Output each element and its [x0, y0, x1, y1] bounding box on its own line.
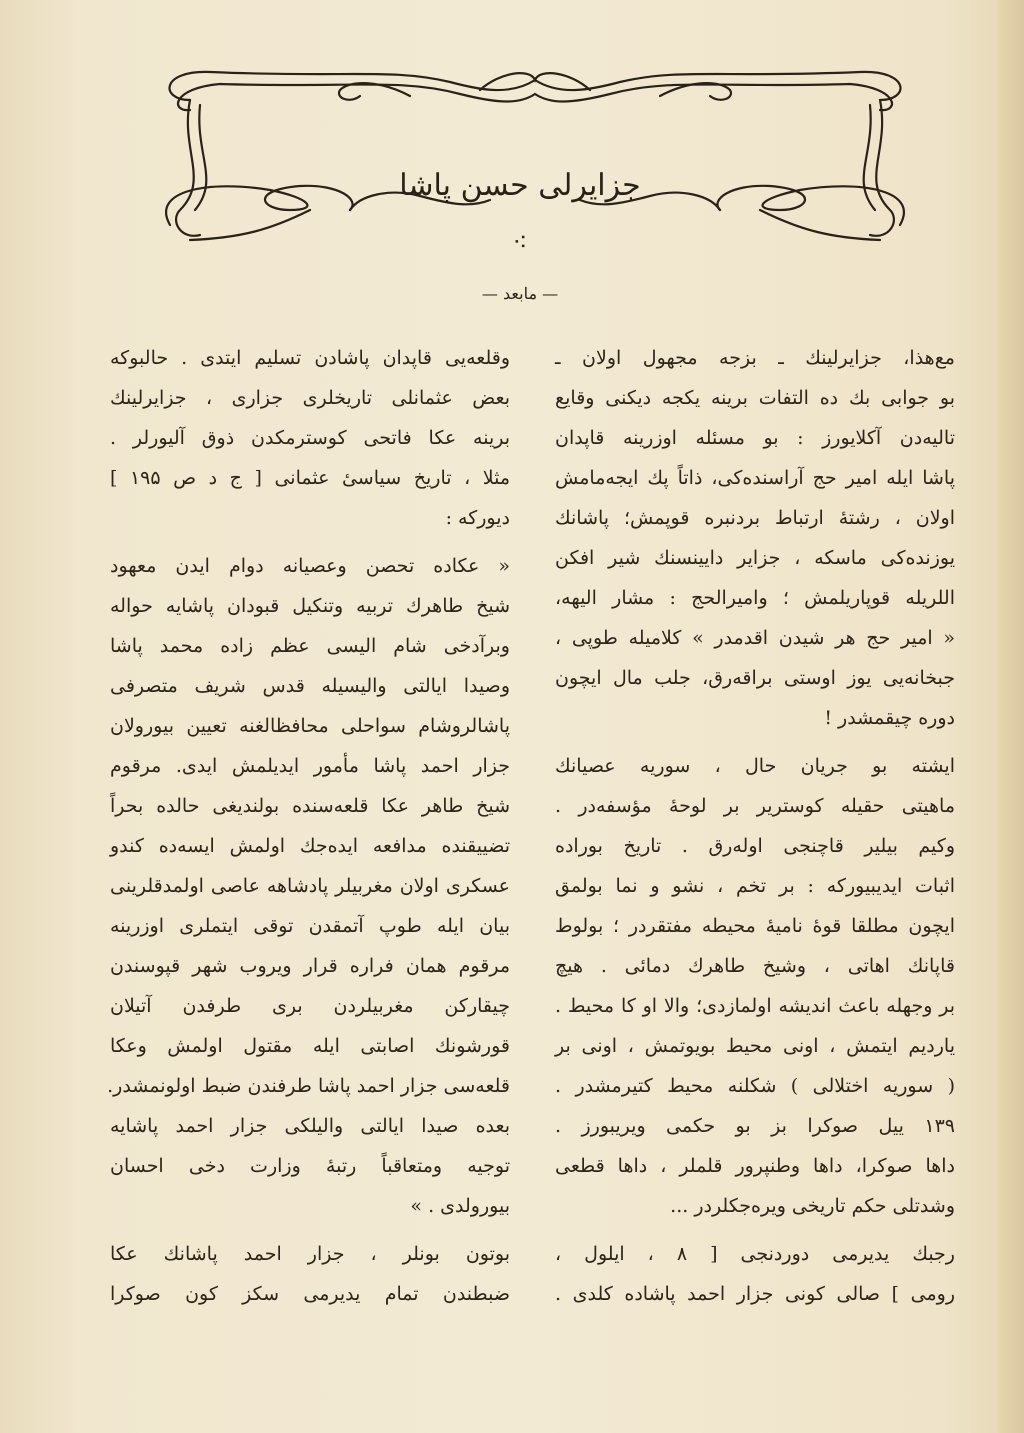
text-line: بیورولدی . »: [410, 1195, 510, 1217]
text-line: مثلا ، تاریخ سیاسیٔ عثمانی [ ج د ص ۱۹۵ ]: [110, 467, 510, 489]
text-line: مع‌هذا، جزایرلینك ـ بزجه مجهول اولان ـ: [555, 347, 955, 369]
text-line: ( سوریه اختلالی ) شکلنه محیط کتیرمشدر .: [555, 1075, 955, 1097]
text-line: وصیدا ایالتی والیسیله قدس شریف متصرفی: [110, 675, 510, 697]
text-line: داها صوکرا، داها وطنپرور قلملر ، داها قطعی: [555, 1155, 955, 1177]
text-line: بوتون بونلر ، جزار احمد پاشانك عکا: [110, 1243, 510, 1265]
text-line: شیخ طاهرك تربیه وتنکیل قبودان پاشایه حواله: [110, 595, 510, 617]
text-line: دیورکه :: [445, 507, 510, 529]
text-line: ضبطندن تمام یدیرمی سکز کون صوکرا: [110, 1283, 510, 1305]
text-line: قاپانك اهاتی ، وشیخ طاهرك دمائی . هیچ: [555, 955, 955, 977]
text-line: رجبك یدیرمی دوردنجی [ ۸ ، ایلول ،: [555, 1243, 955, 1265]
text-line: تضییقنده مدافعه ایده‌جك اولمش ایسه‌ده کندو: [110, 835, 510, 857]
text-line: بیان ایله طوپ آتمقدن توقی ایتملری اوزرینه: [110, 915, 510, 937]
paragraph: [110, 1234, 510, 1314]
text-line: توجیه ومتعاقباً رتبهٔ وزارت دخی احسان: [110, 1155, 510, 1177]
text-line: تالیه‌دن آکلایورز : بو مسئله اوزرینه قاپدان: [555, 427, 955, 449]
text-line: بر وجهله باعث اندیشه اولمازدی؛ والا او کا محیط .: [555, 995, 955, 1017]
text-line: ایشته بو جریان حال ، سوریه عصیانك: [555, 755, 955, 777]
text-line: برینه عکا فاتحی کوسترمکدن ذوق آلیورلر .: [110, 427, 510, 449]
continued-label: — مابعد —: [481, 284, 559, 303]
left-column: [107, 338, 510, 1322]
ornament-dots: ⁖: [512, 228, 528, 258]
text-line: چیقارکن مغربیلردن بری طرفدن آتیلان: [110, 995, 510, 1017]
text-line: پاشا ایله امیر حج آراسنده‌کی، ذاتاً پك ایجه‌مامش: [555, 467, 955, 489]
text-line: بو جوابی بك ده التفات برینه یکجه دیکنی وقایع: [555, 387, 955, 409]
text-line: بعده صیدا ایالتی والیلکی جزار احمد پاشایه: [110, 1115, 510, 1137]
paragraph: [107, 546, 510, 1226]
text-line: مرقوم همان فراره قرار ویروب شهر قپوسندن: [110, 955, 510, 977]
paragraph: [555, 746, 955, 1226]
text-line: « امیر حج هر شیدن اقدمدر » کلامیله طوپی ،: [555, 627, 955, 649]
right-column: [555, 338, 955, 1322]
text-line: وشدتلی حکم تاریخی ویره‌جکلردر ...: [670, 1195, 955, 1217]
text-line: عسکری اولان مغربیلر پادشاهه عاصی اولمدقلرینی: [110, 875, 510, 897]
article-title: جزایرلی حسن پاشا: [399, 168, 641, 203]
text-line: قلعه‌سی جزار احمد پاشا طرفندن ضبط اولونمشدر.: [107, 1075, 510, 1097]
text-line: وکیم بیلیر قاچنجی اوله‌رق . تاریخ بوراده: [555, 835, 955, 857]
text-line: بعض عثمانلی تاریخلری جزاری ، جزایرلینك: [110, 387, 510, 409]
text-line: رومی ] صالی کونی جزار احمد پاشاده کلدی .: [555, 1283, 955, 1305]
text-line: ۱۳۹ ییل صوکرا بز بو حکمی ویریبورز .: [555, 1115, 955, 1137]
text-line: قورشونك اصابتی ایله مقتول اولمش وعکا: [110, 1035, 510, 1057]
text-line: دوره چیقمشدر !: [824, 707, 955, 729]
text-line: پاشالروشام سواحلی محافظالغنه تعیین بیورولان: [110, 715, 510, 737]
text-line: وقلعه‌یی قاپدان پاشادن تسلیم ایتدی . حالبوکه: [110, 347, 510, 369]
text-line: ماهیتی حقیله کوستریر بر لوحهٔ مؤسفه‌در .: [555, 795, 955, 817]
paragraph: [555, 338, 955, 738]
text-line: ایچون مطلقا قوهٔ نامیهٔ محیطه مفتقردر ؛ بولوط: [555, 915, 955, 937]
text-line: جزار احمد پاشا مأمور ایدیلمش ایدی. مرقوم: [110, 755, 510, 777]
text-line: یوزنده‌کی ماسکه ، جزایر دایینسنك شیر افکن: [555, 547, 955, 569]
paragraph: [555, 1234, 955, 1314]
text-line: اللریله قوپاریلمش ؛ وامیرالحج : مشار الیهه،: [555, 587, 955, 609]
page-edge: [998, 0, 1024, 1433]
text-line: اولان ، رشتهٔ ارتباط بردنبره قوپمش؛ پاشانك: [555, 507, 955, 529]
text-line: وبرآدخی شام الیسی عظم زاده محمد پاشا: [110, 635, 510, 657]
text-line: یاردیم ایتمش ، اونی محیط بویوتمش ، اونی بر: [555, 1035, 955, 1057]
text-line: شیخ طاهر عکا قلعه‌سنده بولندیغی حالده بحراً: [110, 795, 510, 817]
paragraph: [110, 338, 510, 538]
text-line: « عکاده تحصن وعصیانه دوام ایدن معهود: [110, 555, 510, 577]
text-line: اثبات ایدیبیورکه : بر تخم ، نشو و نما بولمق: [555, 875, 955, 897]
text-line: جبخانه‌یی یوز اوستی براقه‌رق، جلب مال ایچون: [555, 667, 955, 689]
